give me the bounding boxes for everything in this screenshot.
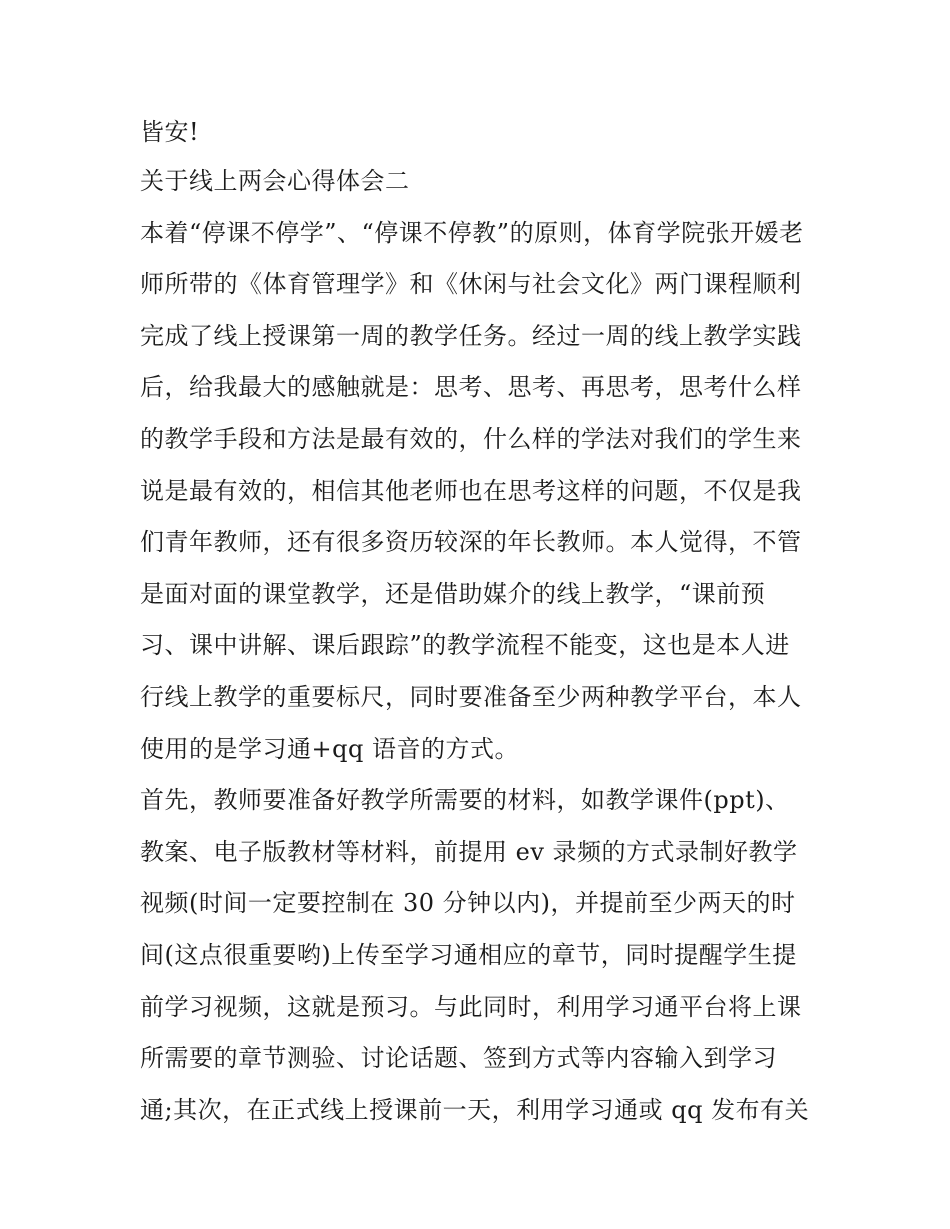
paragraph-line: 说是最有效的，相信其他老师也在思考这样的问题，不仅是我: [140, 476, 802, 505]
paragraph-line: 视频(时间一定要控制在 30 分钟以内)，并提前至少两天的时: [140, 889, 796, 918]
greeting-line: 皆安!: [140, 118, 200, 146]
paragraph-line: 师所带的《体育管理学》和《休闲与社会文化》两门课程顺利: [140, 270, 802, 299]
paragraph-line: 完成了线上授课第一周的教学任务。经过一周的线上教学实践: [140, 321, 802, 350]
paragraph-line: 习、课中讲解、课后跟踪”的教学流程不能变，这也是本人进: [140, 631, 790, 660]
paragraph-line: 首先，教师要准备好教学所需要的材料，如教学课件(ppt)、: [140, 786, 790, 815]
paragraph-line: 使用的是学习通+qq 语音的方式。: [140, 734, 519, 763]
paragraph-line: 后，给我最大的感触就是：思考、思考、再思考，思考什么样: [140, 373, 802, 402]
document-page: [140, 108, 820, 1136]
paragraph-line: 前学习视频，这就是预习。与此同时，利用学习通平台将上课: [140, 992, 802, 1021]
paragraph-line: 本着“停课不停学”、“停课不停教”的原则，体育学院张开媛老: [140, 218, 804, 247]
paragraph-line: 间(这点很重要哟)上传至学习通相应的章节，同时提醒学生提: [140, 940, 797, 969]
paragraph-line: 的教学手段和方法是最有效的，什么样的学法对我们的学生来: [140, 424, 802, 453]
paragraph-line: 是面对面的课堂教学，还是借助媒介的线上教学，“课前预: [140, 579, 766, 608]
paragraph-line: 行线上教学的重要标尺，同时要准备至少两种教学平台，本人: [140, 682, 802, 711]
paragraph-line: 教案、电子版教材等材料，前提用 ev 录频的方式录制好教学: [140, 837, 798, 866]
paragraph-line: 们青年教师，还有很多资历较深的年长教师。本人觉得，不管: [140, 528, 802, 557]
paragraph-line: 通;其次，在正式线上授课前一天，利用学习通或 qq 发布有关: [140, 1095, 810, 1124]
section-title: 关于线上两会心得体会二: [140, 167, 410, 195]
paragraph-line: 所需要的章节测验、讨论话题、签到方式等内容输入到学习: [140, 1044, 777, 1073]
